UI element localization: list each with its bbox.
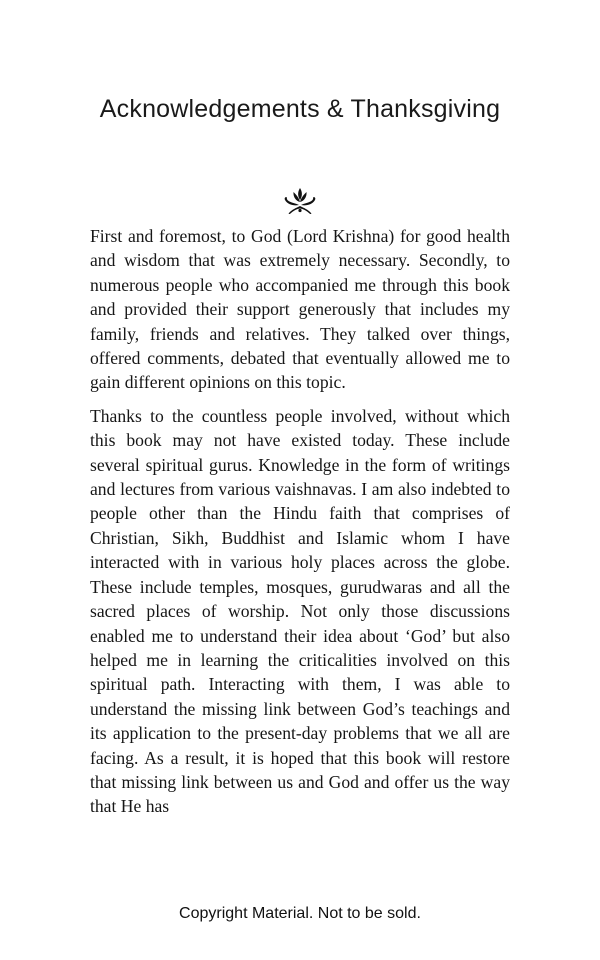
copyright-footer: Copyright Material. Not to be sold. bbox=[179, 905, 421, 922]
lotus-ornament-icon bbox=[283, 187, 317, 215]
page-title: Acknowledgements & Thanksgiving bbox=[99, 95, 501, 123]
paragraph-2: Thanks to the countless people involved, without which this book may not have existed today. These include several spiritual gurus. Knowledge in the form of writings and lectures from various vaishnavas. I am also indebted to people other than the Hindu faith that comprises of Christian, Sikh, Buddhist and Islamic whom I have interacted with in various holy places across the globe. These include temples, mosques, gurudwaras and all the sacred places of worship. Not only those discussions enabled me to understand their idea about ‘God’ but also helped me in learning the criticalities involved on this spiritual path. Interacting with them, I was able to understand the missing link between God’s teachings and its application to the present-day problems that we all are facing. As a result, it is hoped that this book will restore that missing link between us and God and offer us the way that He has bbox=[90, 405, 510, 817]
body-text bbox=[90, 224, 510, 819]
paragraph-1: First and foremost, to God (Lord Krishna) for good health and wisdom that was extremely necessary. Secondly, to numerous people who accompanied me through this book and provided their support generously that includes my family, friends and relatives. They talked over things, offered comments, debated that eventually allowed me to gain different opinions on this topic. bbox=[90, 226, 510, 393]
